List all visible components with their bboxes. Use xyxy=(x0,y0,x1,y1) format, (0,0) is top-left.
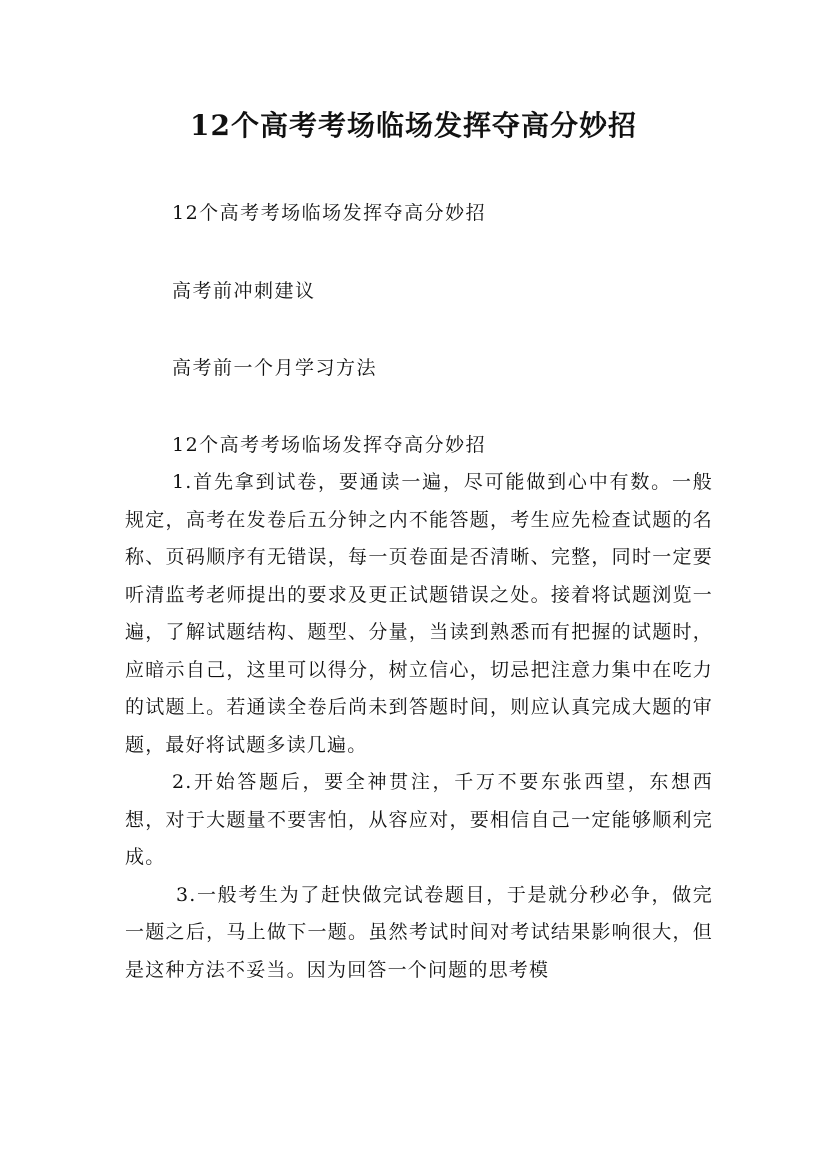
intro-line-study-method: 高考前一个月学习方法 xyxy=(172,357,378,379)
paragraph-2: 2.开始答题后，要全神贯注，千万不要东张西望，东想西想，对于大题量不要害怕，从容应对，要相信自己一定能够顺利完成。 xyxy=(125,771,713,868)
intro-line-sprint-advice: 高考前冲刺建议 xyxy=(172,280,316,302)
intro-line-title: 12个高考考场临场发挥夺高分妙招 xyxy=(172,202,487,224)
section-heading: 12个高考考场临场发挥夺高分妙招 xyxy=(172,434,487,456)
paragraph-3: 3.一般考生为了赶快做完试卷题目，于是就分秒必争，做完一题之后，马上做下一题。虽然考试时间对考试结果影响很大，但是这种方法不妥当。因为回答一个问题的思考模 xyxy=(125,883,713,981)
document-title: 12个高考考场临场发挥夺高分妙招 xyxy=(190,109,637,142)
body-text xyxy=(125,464,713,989)
paragraph-1: 1.首先拿到试卷，要通读一遍，尽可能做到心中有数。一般规定，高考在发卷后五分钟之内不能答题，考生应先检查试题的名称、页码顺序有无错误，每一页卷面是否清晰、完整，同时一定要听清监考老师提出的要求及更正试题错误之处。接着将试题浏览一遍，了解试题结构、题型、分量，当读到熟悉而有把握的试题时，应暗示自己，这里可以得分，树立信心，切忌把注意力集中在吃力的试题上。若通读全卷后尚未到答题时间，则应认真完成大题的审题，最好将试题多读几遍。 xyxy=(125,471,713,756)
